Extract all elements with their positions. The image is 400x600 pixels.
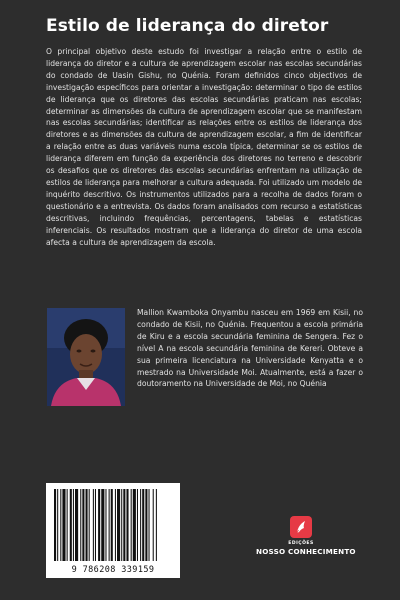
abstract-text: O principal objetivo deste estudo foi investigar a relação entre o estilo de liderança do diretor e a cultura de aprendizagem escolar nas escolas secundárias do condado de Uasin Gishu, no Quénia. Foram definidos cinco objectivos de investigação específicos para orientar a investigação: determinar o tipo de estilos de liderança que os diretores das escolas secundárias praticam nas escolas; determinar as dimensões da cultura de aprendizagem escolar que se manifestam nas escolas secundárias; identificar as relações entre os estilos de liderança dos diretores e as dimensões da cultura de aprendizagem escolar, a fim de identificar a relação entre as duas variáveis numa escola típica, determinar se os estilos de liderança diferem em função da experiência dos diretores no terreno e descobrir os desafios que os diretores das escolas secundárias enfrentam na utilização de estilos de liderança para melhorar a cultura adequada. Foi utilizado um modelo de inquérito descritivo. Os instrumentos utilizados para a recolha de dados foram o questionário e a entrevista. Os dados foram analisados com recurso a estatísticas descritivas, incluindo frequências, percentagens, tabelas e estatísticas inferenciais. Os resultados mostram que a liderança do diretor de uma escola afecta a cultura de aprendizagem da escola. <box>46 47 362 247</box>
isbn-barcode <box>46 483 180 578</box>
author-photo <box>47 308 125 406</box>
publisher-logo-icon <box>290 516 312 538</box>
book-title: Estilo de liderança do diretor <box>46 16 329 36</box>
author-bio: Mallion Kwamboka Onyambu nasceu em 1969 em Kisii, no condado de Kisii, no Quénia. Frequentou a escola primária de Kiru e a escola secundária feminina de Sengera. Fez o nível A na escola secundária feminina de Kereri. Obteve a sua primeira licenciatura na Universidade Kenyatta e o mestrado na Universidade Moi. Atualmente, está a fazer o doutoramento na Universidade de Moi, no Quénia <box>137 308 363 389</box>
publisher-label: EDIÇÕES <box>288 541 314 546</box>
publisher-block <box>256 516 356 556</box>
barcode-bars <box>46 483 180 565</box>
isbn-number: 9 786208 339159 <box>71 565 155 575</box>
publisher-name: NOSSO CONHECIMENTO <box>256 547 356 556</box>
